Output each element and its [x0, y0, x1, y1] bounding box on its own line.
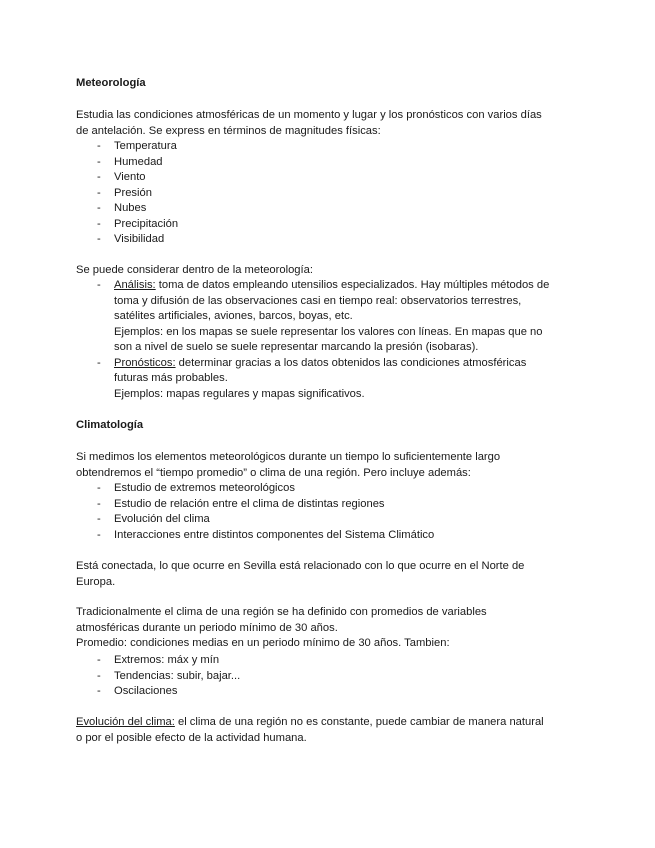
list-item: - Tendencias: subir, bajar...	[76, 669, 581, 685]
text-line: satélites artificiales, aviones, barcos, boyas, etc.	[114, 310, 353, 322]
text-line: Promedio: condiciones medias en un periodo mínimo de 30 años. Tambien:	[76, 637, 450, 649]
text-line: toma y difusión de las observaciones casi en tiempo real: observatorios terrestres,	[114, 294, 522, 307]
list-item: - Estudio de relación entre el clima de distintas regiones	[76, 497, 581, 513]
magnitudes-list	[76, 139, 581, 248]
list-item: - Estudio de extremos meteorológicos	[76, 481, 581, 497]
heading-climatologia: Climatología	[76, 419, 144, 431]
clima-items-list	[76, 481, 581, 543]
list-item: - Evolución del clima	[76, 512, 581, 528]
text-line: Si medimos los elementos meteorológicos durante un tiempo lo suficientemente largo	[76, 451, 501, 463]
traditional-paragraph	[76, 605, 581, 652]
text-line: Ejemplos: en los mapas se suele representar los valores con líneas. En mapas que no	[114, 325, 543, 338]
term-analisis: Análisis:	[114, 279, 156, 291]
list-item: - Extremos: máx y mín	[76, 653, 581, 669]
promedio-list	[76, 653, 581, 700]
text-line	[114, 278, 581, 294]
text-line	[114, 356, 581, 372]
list-item: - Presión	[76, 186, 581, 202]
heading-meteorologia: Meteorología	[76, 77, 146, 89]
text-line: Estudia las condiciones atmosféricas de un momento y lugar y los pronósticos con varios días	[76, 109, 542, 121]
list-item-pronosticos	[76, 356, 581, 403]
list-item: - Interacciones entre distintos componentes del Sistema Climático	[76, 528, 581, 544]
text-line: Está conectada, lo que ocurre en Sevilla está relacionado con lo que ocurre en el Norte de	[76, 560, 525, 572]
meteo-intro	[76, 108, 581, 139]
text-line: de antelación. Se express en términos de magnitudes físicas:	[76, 124, 381, 137]
term-pronosticos: Pronósticos:	[114, 356, 176, 369]
text-line	[76, 715, 581, 731]
text-line: son a nivel de suelo se suele representar marcando la presión (isobaras).	[114, 341, 479, 353]
list-item: - Humedad	[76, 155, 581, 171]
clima-intro	[76, 450, 581, 481]
meteorology-parts-list	[76, 278, 581, 402]
text-line: Europa.	[76, 575, 116, 588]
text-line: o por el posible efecto de la actividad humana.	[76, 731, 307, 744]
text-line: obtendremos el “tiempo promedio” o clima de una región. Pero incluye además:	[76, 466, 471, 479]
consider-intro: Se puede considerar dentro de la meteorología:	[76, 264, 313, 276]
connected-paragraph	[76, 559, 581, 590]
list-item: - Temperatura	[76, 139, 581, 155]
term-evolucion: Evolución del clima:	[76, 716, 175, 728]
evolucion-paragraph	[76, 715, 581, 746]
list-item: - Oscilaciones	[76, 684, 581, 700]
evolucion-first-line: el clima de una región no es constante, puede cambiar de manera natural	[174, 716, 544, 728]
text-line: atmosféricas durante un periodo mínimo de 30 años.	[76, 621, 338, 634]
list-item: - Visibilidad	[76, 232, 581, 248]
text-line: Ejemplos: mapas regulares y mapas significativos.	[114, 387, 365, 400]
text-line: futuras más probables.	[114, 372, 228, 384]
list-item: - Precipitación	[76, 217, 581, 233]
list-item: - Nubes	[76, 201, 581, 217]
pronosticos-first-line: determinar gracias a los datos obtenidos las condiciones atmosféricas	[175, 356, 527, 369]
list-item: - Viento	[76, 170, 581, 186]
text-line: Tradicionalmente el clima de una región se ha definido con promedios de variables	[76, 606, 487, 618]
analisis-first-line: toma de datos empleando utensilios especializados. Hay múltiples métodos de	[155, 279, 550, 291]
list-item-analisis	[76, 278, 581, 356]
